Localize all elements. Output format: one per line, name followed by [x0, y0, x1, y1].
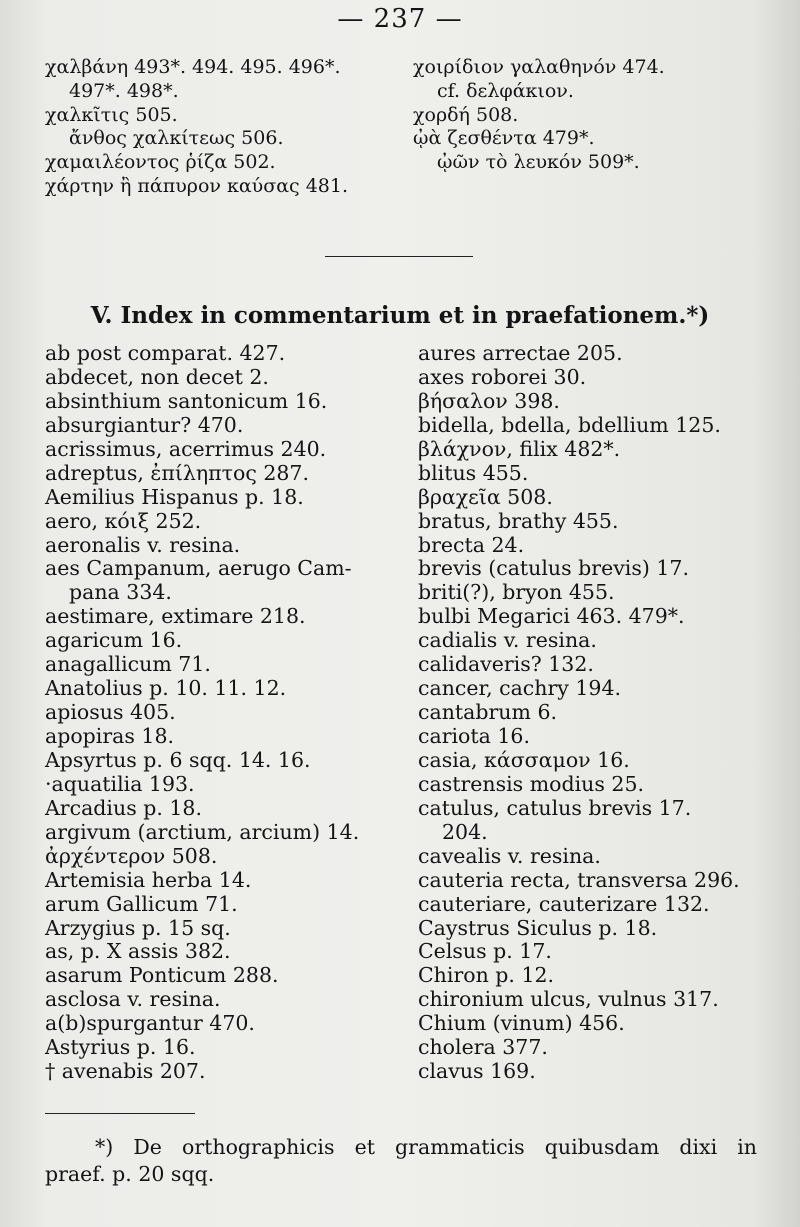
index-entry: agaricum 16.: [45, 628, 183, 653]
index-entry: catulus, catulus brevis 17.: [418, 795, 692, 820]
index-entry: aeronalis v. resina.: [45, 532, 241, 557]
index-entry: adreptus, ἐπίληπτος 287.: [45, 460, 309, 485]
index-entry: chironium ulcus, vulnus 317.: [418, 987, 719, 1012]
greek-entry: χαλβάνη 493*. 494. 495. 496*.: [45, 56, 341, 78]
greek-entry: χορδή 508.: [413, 103, 519, 126]
index-entry: asarum Ponticum 288.: [45, 963, 279, 988]
index-entry: apiosus 405.: [45, 700, 176, 725]
index-entry: axes roborei 30.: [418, 364, 587, 389]
index-entry: as, p. X assis 382.: [45, 939, 231, 964]
greek-index-right-column: [413, 56, 773, 175]
footnote: [45, 1134, 757, 1188]
index-entry: Celsus p. 17.: [418, 939, 552, 964]
index-entry: abdecet, non decet 2.: [45, 364, 269, 389]
index-entry: brevis (catulus brevis) 17.: [418, 556, 689, 581]
index-entry: cadialis v. resina.: [418, 628, 597, 653]
index-entry: bidella, bdella, bdellium 125.: [418, 412, 721, 437]
index-entry: ·aquatilia 193.: [45, 771, 195, 796]
index-entry: asclosa v. resina.: [45, 987, 221, 1012]
index-entry: a(b)spurgantur 470.: [45, 1011, 255, 1036]
index-entry: βραχεῖα 508.: [418, 484, 553, 509]
index-entry: Caystrus Siculus p. 18.: [418, 915, 658, 940]
index-entry: Apsyrtus p. 6 sqq. 14. 16.: [45, 747, 311, 772]
index-entry: † avenabis 207.: [45, 1059, 206, 1084]
index-entry: clavus 169.: [418, 1059, 536, 1084]
index-entry: pana 334.: [69, 580, 172, 605]
index-entry: Artemisia herba 14.: [45, 867, 252, 892]
index-entry: absinthium santonicum 16.: [45, 388, 328, 413]
index-entry: acrissimus, acerrimus 240.: [45, 436, 327, 461]
index-entry: ἀρχέντερον 508.: [45, 843, 218, 868]
index-entry: bratus, brathy 455.: [418, 508, 619, 533]
index-entry: cavealis v. resina.: [418, 843, 601, 868]
index-entry: Astyrius p. 16.: [45, 1035, 196, 1060]
greek-entry: ἄνθος χαλκίτεως 506.: [69, 127, 284, 150]
index-entry: 204.: [442, 819, 488, 844]
index-entry: briti(?), bryon 455.: [418, 580, 615, 605]
index-entry: Arcadius p. 18.: [45, 795, 202, 820]
index-entry: ab post comparat. 427.: [45, 341, 286, 365]
index-entry: aes Campanum, aerugo Cam-: [45, 556, 352, 581]
greek-entry: ᾠὰ ζεσθέντα 479*.: [413, 127, 595, 150]
footnote-line-1: *) De orthographicis et grammaticis quibusdam dixi in: [95, 1135, 757, 1159]
index-entry: Arzygius p. 15 sq.: [45, 915, 231, 940]
index-entry: arum Gallicum 71.: [45, 891, 238, 916]
index-entry: brecta 24.: [418, 532, 525, 557]
index-entry: aestimare, extimare 218.: [45, 604, 306, 629]
index-entry: Aemilius Hispanus p. 18.: [45, 484, 304, 509]
index-entry: Chiron p. 12.: [418, 963, 555, 988]
index-entry: βήσαλον 398.: [418, 388, 560, 413]
index-entry: βλάχνον, filix 482*.: [418, 436, 621, 461]
index-entry: calidaveris? 132.: [418, 652, 594, 677]
index-entry: aures arrectae 205.: [418, 341, 623, 365]
index-entry: aero, κόιξ 252.: [45, 508, 202, 533]
index-entry: blitus 455.: [418, 460, 529, 485]
page-number: — 237 —: [337, 4, 463, 34]
greek-entry: χάρτην ἢ πάπυρον καύσας 481.: [45, 174, 349, 197]
greek-entry: χαλκῖτις 505.: [45, 103, 178, 126]
index-left-column: [45, 342, 395, 1084]
index-entry: bulbi Megarici 463. 479*.: [418, 604, 685, 629]
index-entry: cauteria recta, transversa 296.: [418, 867, 740, 892]
index-entry: apopiras 18.: [45, 724, 175, 748]
index-entry: anagallicum 71.: [45, 652, 211, 677]
index-entry: cantabrum 6.: [418, 700, 558, 725]
greek-entry: cf. δελφάκιον.: [437, 79, 574, 102]
greek-entry: 497*. 498*.: [69, 79, 179, 102]
index-entry: Anatolius p. 10. 11. 12.: [45, 676, 287, 701]
footnote-line-2: praef. p. 20 sqq.: [45, 1162, 215, 1186]
index-entry: absurgiantur? 470.: [45, 412, 244, 437]
index-entry: cholera 377.: [418, 1035, 548, 1060]
index-entry: cariota 16.: [418, 724, 530, 748]
section-heading: V. Index in commentarium et in praefationem.*): [90, 302, 710, 329]
footnote-rule: [45, 1113, 195, 1114]
greek-entry: ᾠῶν τὸ λευκόν 509*.: [437, 151, 640, 174]
index-entry: castrensis modius 25.: [418, 771, 645, 796]
index-entry: argivum (arctium, arcium) 14.: [45, 819, 360, 844]
greek-entry: χοιρίδιον γαλαθηνόν 474.: [413, 56, 665, 78]
greek-index-left-column: [45, 56, 390, 199]
section-divider: [325, 256, 473, 257]
index-entry: cauteriare, cauterizare 132.: [418, 891, 710, 916]
index-right-column: [418, 342, 763, 1084]
index-entry: cancer, cachry 194.: [418, 676, 622, 701]
index-entry: Chium (vinum) 456.: [418, 1011, 625, 1036]
index-entry: casia, κάσσαμον 16.: [418, 747, 630, 772]
greek-entry: χαμαιλέοντος ῥίζα 502.: [45, 151, 276, 174]
